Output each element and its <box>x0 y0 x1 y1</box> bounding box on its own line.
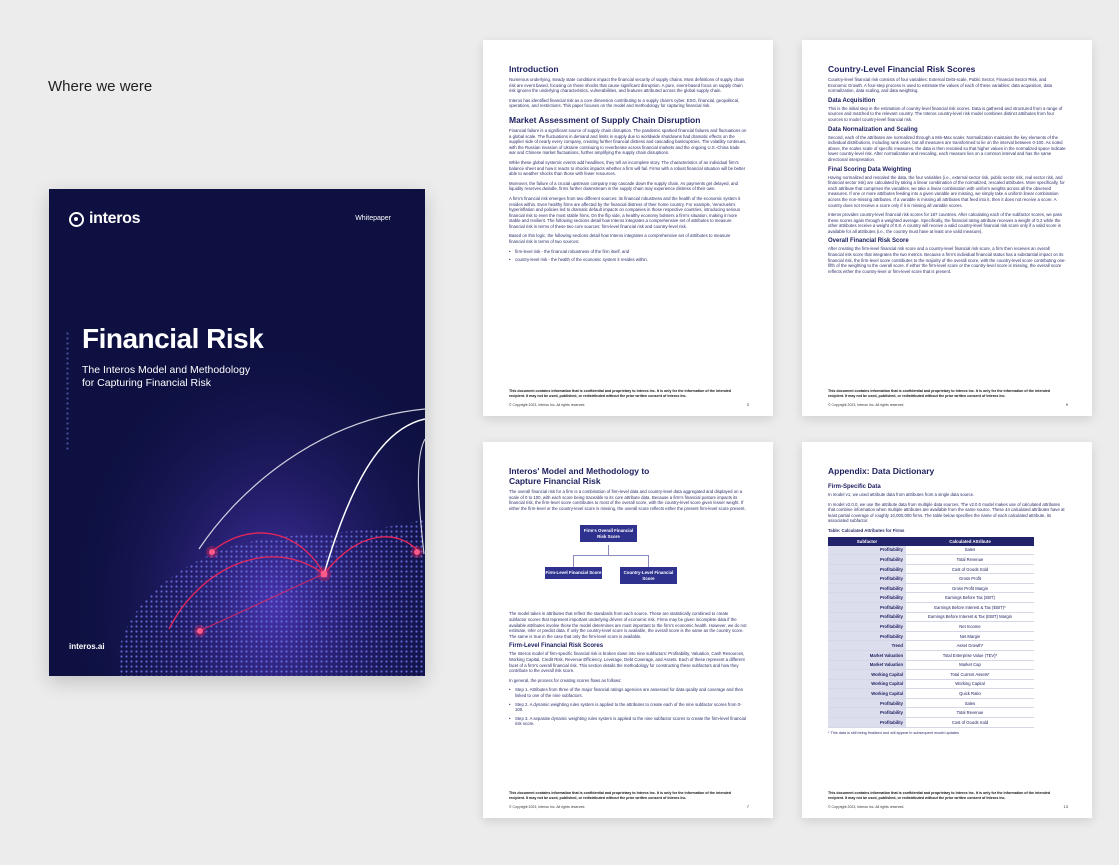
table-row <box>828 650 1034 660</box>
table-row <box>828 564 1034 574</box>
copyright: © Copyright 2023, Interos Inc. All rights reserved. <box>509 805 586 809</box>
subfactor-cell: Profitability <box>828 603 906 613</box>
subheading: Data Normalization and Scaling <box>828 126 918 133</box>
diagram-connector <box>608 545 609 555</box>
table-note: * This data is still being finalized and will appear in subsequent model updates <box>828 730 960 735</box>
document-page-introduction <box>483 40 773 416</box>
subfactor-cell: Market Valuation <box>828 650 906 660</box>
table-row <box>828 708 1034 718</box>
attribute-cell: Gross Profit <box>906 574 1034 584</box>
attribute-cell: Total Current Assets* <box>906 670 1034 680</box>
cover-dot-pattern <box>65 331 71 451</box>
attribute-cell: Gross Profit Margin <box>906 583 1034 593</box>
table-row <box>828 622 1034 632</box>
attribute-cell: Earnings Before Tax (EBT) <box>906 593 1034 603</box>
copyright: © Copyright 2023, Interos Inc. All rights reserved. <box>509 403 586 407</box>
page-number: 7 <box>746 804 749 809</box>
attribute-cell: Quick Ratio <box>906 689 1034 699</box>
subheading: Firm-Specific Data <box>828 484 881 490</box>
paragraph: Having normalized and rescaled the data, the four variables (i.e., external sector risk, public sector risk, real sector risk, and financial sector risk) are calculated by taking a linear combination of the normalized, rescaled attributes. More specifically, for each attribute that comprises the variables, we take a linear combination with uniform weights across all the observed measures. If one or more attributes feeding into a given variable are missing, we simply take a uniform linear combination across the non-missing attributes. If a variable is missing all attributes that feed into it, then it does not receive a score. A country does not receive a score only if it is missing all variable scores. <box>828 174 1065 208</box>
cover-subtitle: The Interos Model and Methodology for Capturing Financial Risk <box>82 364 251 389</box>
table-row <box>828 717 1034 727</box>
page-number: 9 <box>1065 402 1068 407</box>
list-item: • firm-level risk - the financial robustness of the firm itself, and <box>515 249 747 255</box>
subfactor-cell: Market Valuation <box>828 660 906 670</box>
confidentiality-note: This document contains information that is confidential and proprietary to Interos Inc. It is only for the information of the intended recipient. It may not be used, published, or redistributed without the prior written consent of Interos Inc. <box>509 791 732 800</box>
attributes-table <box>828 537 1034 728</box>
paragraph: A firm's financial risk emerges from two different sources: its financial robustness and the health of the economic system it resides within. Even healthy firms are affected by the financial distress of their home country. For example, Venezuela's hyperinflation and policies led to dramatic default impacts on companies in those respective countries, introducing serious financial risk to even the most stable firms. On the flip side, a healthy economy bolsters a firm's situation, making it more stable and resilient. The following sections detail how Interos integrates a comprehensive set of attributes to measure financial risk in terms of these two core sources: firm-level financial risk and country-level risk. <box>509 195 741 229</box>
attribute-cell: Net Margin <box>906 631 1034 641</box>
subfactor-cell: Working Capital <box>828 679 906 689</box>
list-item: • Step 2. A dynamic weighting rules system is applied to the attributes to create each of the nine subfactor scores from 0-100. <box>515 702 747 713</box>
confidentiality-note: This document contains information that is confidential and proprietary to Interos Inc. It is only for the information of the intended recipient. It may not be used, published, or redistributed without the prior written consent of Interos Inc. <box>828 389 1051 398</box>
subfactor-cell: Profitability <box>828 583 906 593</box>
document-page-country-risk <box>802 40 1092 416</box>
attribute-cell: Net Income <box>906 622 1034 632</box>
list-item: • Step 3. A separate dynamic weighting rules system is applied to the nine subfactor scores to create the firm-level financial risk score. <box>515 716 747 727</box>
attribute-cell: Earnings Before Interest & Tax (EBIT) Margin <box>906 612 1034 622</box>
attribute-cell: Working Capital <box>906 679 1034 689</box>
table-row <box>828 698 1034 708</box>
attribute-cell: Sales <box>906 546 1034 555</box>
paragraph: Numerous underlying, steady state conditions impact the financial security of supply chains. Most definitions of supply chain risk are event based, focusing on those shocks that cause significant disruption. A pure, event-based focus on supply chain risk ignores the underlying characteristics, vulnerabilities, and features attributed across the global supply chain. <box>509 77 745 94</box>
overall-score-box: Firm's Overall Financial Risk Score <box>580 525 637 541</box>
copyright: © Copyright 2023, Interos Inc. All rights reserved. <box>828 403 905 407</box>
table-row <box>828 631 1034 641</box>
table-row <box>828 603 1034 613</box>
copyright: © Copyright 2023, Interos Inc. All rights reserved. <box>828 805 905 809</box>
subfactor-cell: Trend <box>828 641 906 651</box>
heading-methodology: Interos' Model and Methodology to Capture Financial Risk <box>509 466 650 486</box>
attribute-cell: Asset Growth* <box>906 641 1034 651</box>
page-number: 3 <box>746 402 749 407</box>
paragraph: Country-level financial risk consists of four variables: External Debt-scale, Public Sector, Financial Sector Risk, and Economic Growth. A four-step process is used to estimate the values of each of these variables: data acquisition, data normalization, data scaling, and data weighting. <box>828 77 1053 94</box>
country-score-box: Country-Level Financial Score <box>620 567 677 583</box>
table-row <box>828 546 1034 555</box>
diagram-connector <box>648 555 649 567</box>
table-row <box>828 641 1034 651</box>
subfactor-cell: Working Capital <box>828 670 906 680</box>
subfactor-cell: Profitability <box>828 717 906 727</box>
subheading: Final Scoring Data Weighting <box>828 166 912 173</box>
attribute-cell: Total Revenue <box>906 708 1034 718</box>
paragraph: In model v2.0.0, we use the attribute data from multiple data sources. The v2.0.0 model makes use of calculated attributes that combine information when multiple attributes are available from the same source. These 44 calculated attributes have at least partial coverage of roughly 10,000,000 firms. The table below specifies the name of each calculated attribute, its associated subfactor. <box>828 501 1065 524</box>
table-row <box>828 574 1034 584</box>
subheading: Overall Financial Risk Score <box>828 238 909 245</box>
subfactor-cell: Profitability <box>828 708 906 718</box>
confidentiality-note: This document contains information that is confidential and proprietary to Interos Inc. It is only for the information of the intended recipient. It may not be used, published, or redistributed without the prior written consent of Interos Inc. <box>828 791 1051 800</box>
table-row <box>828 660 1034 670</box>
table-row <box>828 555 1034 565</box>
cover-globe-artwork <box>49 189 425 676</box>
paragraph: Based on this logic, the following sections detail how Interos integrates a comprehensive set of attributes to measure financial risk in terms of two sources: <box>509 233 731 245</box>
diagram-connector <box>573 555 574 567</box>
paragraph: Interos provides country-level financial risk scores for 187 countries. After calculating each of the subfactor scores, we pass these scores again through a weighted average. Specifically, the financial rating attribute receives a weight of 0.2 while the other attributes receive a weight of 0.8. A country will receive a valid country-level financial risk score only if a valid score is available for all attributes (i.e., the country must have at least one valid measure). <box>828 212 1063 234</box>
table-row <box>828 612 1034 622</box>
paragraph: The model takes in attributes that reflect the standards from each source. These are statistically combined to create subfactor scores that represent important underlying drivers of economic risk. Firms may be given incomplete data if the available attributes involve those the model determines are most important to the firm's economic health. However, we do not estimate, infer or predict data. If only the country-level score is available, the overall score is the same as the country score. The same is true in the case that only the firm-level score is available. <box>509 611 747 639</box>
subfactor-cell: Profitability <box>828 698 906 708</box>
attribute-cell: Cost of Goods Sold <box>906 717 1034 727</box>
heading-introduction: Introduction <box>509 64 559 74</box>
subheading: Data Acquisition <box>828 97 876 104</box>
paragraph: This is the initial step in the estimation of country-level financial risk scores. Data is gathered and structured from a range of sources and matched to the relevant country. The Interos country-level risk model combines distinct attributes from four sources to model country-level financial risk. <box>828 105 1063 122</box>
cover-title: Financial Risk <box>82 323 264 354</box>
subheading: Firm-Level Financial Risk Scores <box>509 643 604 650</box>
cover-url: interos.ai <box>69 642 105 651</box>
paragraph: In general, the process for creating scores flows as follows: <box>509 677 622 683</box>
heading-country-risk: Country-Level Financial Risk Scores <box>828 64 976 74</box>
attribute-cell: Sales <box>906 698 1034 708</box>
document-page-methodology <box>483 442 773 818</box>
subfactor-cell: Profitability <box>828 631 906 641</box>
page-number: 13 <box>1063 804 1068 809</box>
paragraph: After creating the firm-level financial risk score and a country-level financial risk score, a firm then receives an overall financial risk score that integrates the two metrics. Because a firm's individual financial status has a substantial impact on its financial risk, the firm-level score contributes to the majority of the overall score, with the country-level score contributing one-fifth of the weighting to the overall score. If either the firm-level score or the country-level score is missing, the overall score reflects either the country-level or firm-level score that is present. <box>828 246 1066 274</box>
table-body <box>828 546 1034 727</box>
column-header: Calculated Attribute <box>906 537 1034 546</box>
diagram-connector <box>573 555 649 556</box>
table-row <box>828 689 1034 699</box>
attribute-cell: Market Cap <box>906 660 1034 670</box>
attribute-cell: Total Enterprise Value (TEV)* <box>906 650 1034 660</box>
confidentiality-note: This document contains information that is confidential and proprietary to Interos Inc. It is only for the information of the intended recipient. It may not be used, published, or redistributed without the prior written consent of Interos Inc. <box>509 389 732 398</box>
interos-logo-icon <box>69 212 84 227</box>
attribute-cell: Total Revenue <box>906 555 1034 565</box>
paragraph: Financial failure is a significant source of supply chain disruption. The pandemic sparked financial failures and fluctuations on a global scale. The fluctuations in demand and limits in supply due to worldwide shutdowns had dramatic effects on the supplier side of nearly every company, creating further financial distress and cascading bankruptcies. The volatility continues, with the Russian invasion of Ukraine continuing to reverberate across financial markets and the ongoing U.S.-China trade war and Chinese market fluctuations, further amplifying the supply chain disruptions. <box>509 127 747 156</box>
list-item: • country-level risk - the health of the economic system it resides within. <box>515 257 747 263</box>
paragraph: Interos has identified financial risk as a core dimension contributing to a supply chain's cyber, ESG, financial, geopolitical, operations, and restrictions. This paper focuses on the model and methodology for capturing financial risk. <box>509 97 740 109</box>
score-hierarchy-diagram <box>509 519 747 603</box>
subfactor-cell: Profitability <box>828 622 906 632</box>
firm-score-box: Firm-Level Financial Score <box>545 567 602 578</box>
paragraph: While these global systemic events add headlines, they tell an incomplete story. The characteristics of an individual firm's balance sheet and how it reacts to shocks impacts whether a firm will fail. Firms with a robust financial situation will be better able to weather shocks than those with fewer resources. <box>509 159 746 177</box>
attribute-cell: Cost of Goods Sold <box>906 564 1034 574</box>
subfactor-cell: Profitability <box>828 546 906 555</box>
heading-market-assessment: Market Assessment of Supply Chain Disruption <box>509 114 701 125</box>
table-row <box>828 593 1034 603</box>
document-page-data-dictionary <box>802 442 1092 818</box>
section-label: Where we were <box>48 78 153 95</box>
whitepaper-cover <box>49 189 425 676</box>
subfactor-cell: Working Capital <box>828 689 906 699</box>
cover-tag: Whitepaper <box>355 215 391 222</box>
subfactor-cell: Profitability <box>828 564 906 574</box>
list-item: • Step 1. Attributes from three of the major financial ratings agencies are assessed for data quality and coverage and then linked to one of the nine subfactors. <box>515 687 747 698</box>
subfactor-cell: Profitability <box>828 574 906 584</box>
paragraph: Second, each of the attributes are normalized through a Min-Max scaler. Normalization maintains the key elements of the individual distributions, including rank order, but all measures are transformed to lie on the interval between 0-100. As noted above, the scales scale of specific measures, the data is then rescaled so that higher values in the normalized space indicate lower country-level risk. After normalization and rescaling, each measure lies on a common interval and has the same directional interpretation. <box>828 134 1066 162</box>
subfactor-cell: Profitability <box>828 593 906 603</box>
interos-logo: interos <box>69 210 140 228</box>
table-title: Table: Calculated Attributes for Firms <box>828 527 905 533</box>
subfactor-cell: Profitability <box>828 555 906 565</box>
paragraph: Moreover, the failure of a crucial upstream company may cascade down the supply chain. As payments get delayed, and liquidity reserves dwindle, firms further downstream in the supply chain may experience distress of their own. <box>509 180 739 192</box>
paragraph: The overall financial risk for a firm is a combination of firm-level data and country-level data aggregated and displayed on a scale of 0 to 100, with each score being traceable to its core attribute data. Because a firm's financial posture impacts its financial risk, the firm-level score contributes to most of the overall score, with the country-level score given lesser weight. If either the firm-level or the country-level score is missing, the overall score reflects either the present firm-level score present. <box>509 489 746 511</box>
table-row <box>828 670 1034 680</box>
table-header-row <box>828 537 1034 546</box>
paragraph: The Interos model of firm-specific financial risk is broken down into nine subfactors: Profitability, Valuation, Cash Resources, Working Capital, Credit Risk, Revenue Efficiency, Leverage, Debt Coverage, and Assets. Each of these represent a different facet of a firm's overall financial risk. This section details the methodology for constructing these subfactors and how they contribute to the overall risk score. <box>509 651 745 674</box>
column-header: Subfactor <box>828 537 906 546</box>
table-row <box>828 583 1034 593</box>
paragraph: In model v1, we used attribute data from attributes from a single data source. <box>828 492 975 497</box>
heading-appendix: Appendix: Data Dictionary <box>828 466 935 476</box>
table-row <box>828 679 1034 689</box>
attribute-cell: Earnings Before Interest & Tax (EBIT)* <box>906 603 1034 613</box>
subfactor-cell: Profitability <box>828 612 906 622</box>
